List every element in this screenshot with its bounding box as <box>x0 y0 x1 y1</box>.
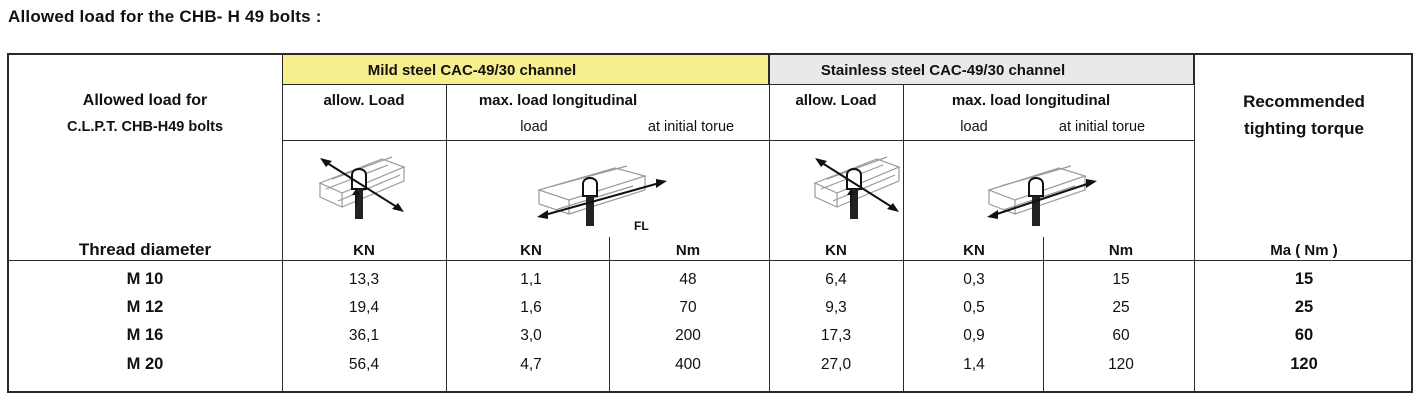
stain-long-kn-cell: 0,3 <box>963 271 985 288</box>
mild-nm-cell: 48 <box>679 271 697 288</box>
stain-long-kn-cell: 0,5 <box>963 299 985 316</box>
stain-nm-cell: 25 <box>1112 299 1130 316</box>
unit-stain-long-nm: Nm <box>1108 242 1134 259</box>
stain-long-kn-cell: 0,9 <box>963 327 985 344</box>
mild-sub-load-label: load <box>520 119 548 135</box>
recommended-torque-sublabel: tighting torque <box>1244 119 1364 138</box>
thread-cell: M 16 <box>126 326 164 344</box>
rule-split-stain-nm <box>1043 237 1044 391</box>
mild-long-kn-cell: 1,6 <box>520 299 542 316</box>
stain-allow-load-label: allow. Load <box>795 92 877 109</box>
mild-long-kn-cell: 1,1 <box>520 271 542 288</box>
mild-kn-cell: 19,4 <box>348 299 380 316</box>
mild-sub-torque-label: at initial torue <box>647 119 735 135</box>
stain-max-load-label: max. load longitudinal <box>951 92 1111 109</box>
rule-split-mild-nm <box>609 237 610 391</box>
page-title: Allowed load for the CHB- H 49 bolts : <box>8 7 322 26</box>
stain-nm-cell: 60 <box>1112 327 1130 344</box>
thread-cell: M 10 <box>126 270 164 288</box>
stain-nm-cell: 120 <box>1108 356 1134 373</box>
unit-mild-long-kn: KN <box>520 242 542 259</box>
mild-long-kn-cell: 4,7 <box>520 356 542 373</box>
bolt-diagram-longitudinal-stainless-icon <box>985 160 1105 232</box>
unit-mild-allow: KN <box>353 242 375 259</box>
mild-steel-group-label: Mild steel CAC-49/30 channel <box>367 62 577 79</box>
row-header-label: Allowed load for <box>82 92 208 109</box>
load-table <box>7 53 1413 393</box>
bolt-diagram-longitudinal-mild-icon <box>535 160 675 232</box>
mild-kn-cell: 36,1 <box>348 327 380 344</box>
mild-max-load-label: max. load longitudinal <box>478 92 638 109</box>
stain-sub-torque-label: at initial torue <box>1058 119 1146 135</box>
unit-stain-allow: KN <box>825 242 847 259</box>
rule-col-stain-allow <box>903 84 904 391</box>
mild-nm-cell: 400 <box>675 356 701 373</box>
torque-cell: 15 <box>1294 270 1314 288</box>
stain-kn-cell: 9,3 <box>825 299 847 316</box>
fl-label: FL <box>634 219 649 233</box>
stain-kn-cell: 17,3 <box>820 327 852 344</box>
torque-cell: 120 <box>1290 355 1318 373</box>
mild-allow-load-label: allow. Load <box>323 92 405 109</box>
bolt-diagram-allow-load-stainless-icon <box>807 145 907 225</box>
thread-cell: M 20 <box>126 355 164 373</box>
rule-col-mild-long <box>769 55 770 391</box>
rule-col-row-header <box>282 55 283 391</box>
stain-kn-cell: 27,0 <box>820 356 852 373</box>
rule-col-stain-long <box>1194 55 1195 391</box>
row-header-sublabel: C.L.P.T. CHB-H49 bolts <box>66 119 224 135</box>
rule-header-bottom <box>9 260 1411 261</box>
rule-sub-header <box>282 140 1194 141</box>
mild-nm-cell: 70 <box>679 299 697 316</box>
torque-cell: 25 <box>1294 298 1314 316</box>
recommended-torque-label: Recommended <box>1243 92 1365 111</box>
torque-cell: 60 <box>1294 326 1314 344</box>
stain-nm-cell: 15 <box>1112 271 1130 288</box>
stain-kn-cell: 6,4 <box>825 271 847 288</box>
mild-kn-cell: 56,4 <box>348 356 380 373</box>
unit-stain-long-kn: KN <box>963 242 985 259</box>
stainless-steel-group-label: Stainless steel CAC-49/30 channel <box>820 62 1066 79</box>
rule-group-header <box>282 84 1194 85</box>
stain-long-kn-cell: 1,4 <box>963 356 985 373</box>
thread-diameter-label: Thread diameter <box>78 240 212 259</box>
unit-mild-long-nm: Nm <box>675 242 701 259</box>
mild-kn-cell: 13,3 <box>348 271 380 288</box>
unit-ma: Ma ( Nm ) <box>1270 242 1338 259</box>
rule-col-mild-allow <box>446 84 447 391</box>
stain-sub-load-label: load <box>960 119 988 135</box>
bolt-diagram-allow-load-icon <box>312 145 412 225</box>
mild-long-kn-cell: 3,0 <box>520 327 542 344</box>
mild-nm-cell: 200 <box>675 327 701 344</box>
thread-cell: M 12 <box>126 298 164 316</box>
